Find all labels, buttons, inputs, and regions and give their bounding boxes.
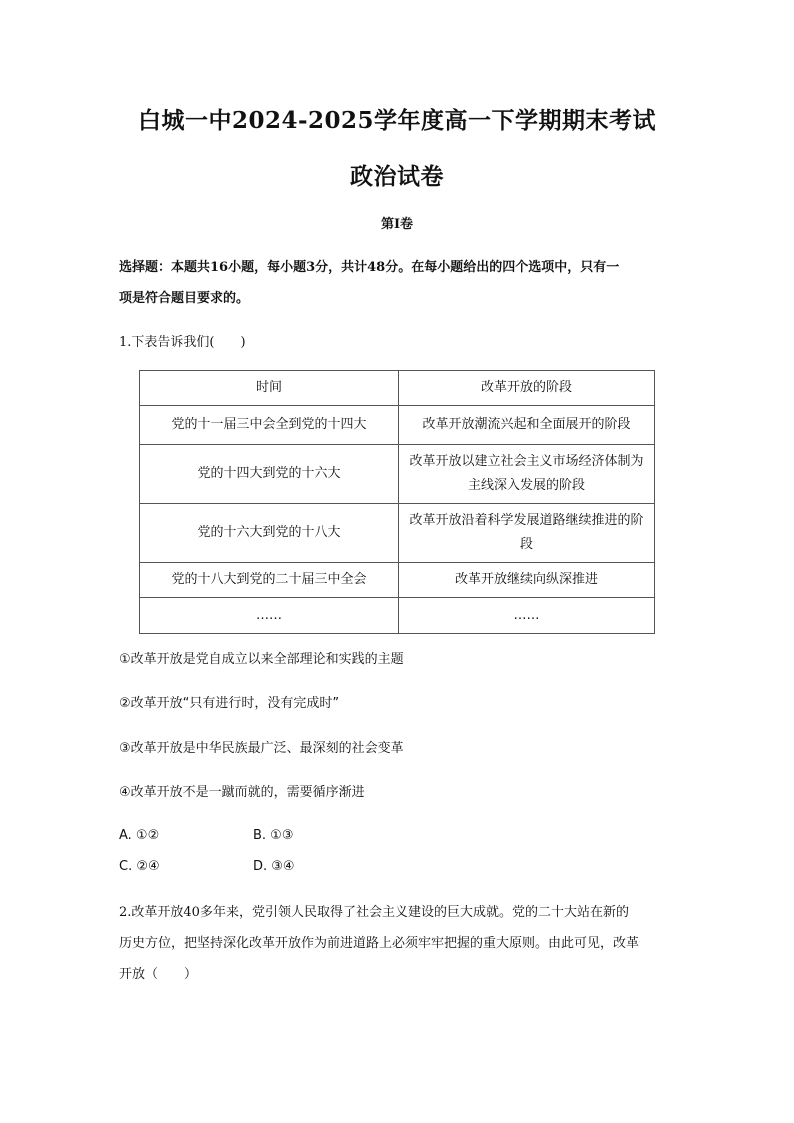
table-cell: 改革开放潮流兴起和全面展开的阶段 <box>399 406 655 445</box>
statement-2: ②改革开放“只有进行时，没有完成时” <box>119 696 340 711</box>
table-cell: 党的十四大到党的十六大 <box>140 445 399 504</box>
statement-3: ③改革开放是中华民族最广泛、最深刻的社会变革 <box>119 741 404 756</box>
table-cell: 党的十一届三中会全到党的十四大 <box>140 406 399 445</box>
exam-title: 白城一中2024-2025学年度高一下学期期末考试 <box>137 107 657 134</box>
instructions-line-2: 项是符合题目要求的。 <box>119 291 250 306</box>
choice-d[interactable]: D. ③④ <box>253 859 295 874</box>
table-header-cell: 改革开放的阶段 <box>399 371 655 406</box>
table-row <box>140 406 655 445</box>
table-cell: 改革开放以建立社会主义市场经济体制为主线深入发展的阶段 <box>399 445 655 504</box>
table-header-row <box>140 371 655 406</box>
volume-label: 第Ⅰ卷 <box>380 217 414 232</box>
question-2-line-2: 历史方位，把坚持深化改革开放作为前进道路上必须牢牢把握的重大原则。由此可见，改革 <box>119 936 640 951</box>
table-cell: 党的十六大到党的十八大 <box>140 504 399 563</box>
table-cell: 党的十八大到党的二十届三中全会 <box>140 563 399 598</box>
exam-subject-title: 政治试卷 <box>350 163 444 190</box>
table-row <box>140 598 655 634</box>
choice-b[interactable]: B. ①③ <box>253 828 294 843</box>
statement-1: ①改革开放是党自成立以来全部理论和实践的主题 <box>119 652 404 667</box>
question-2-line-3: 开放（ ） <box>119 967 198 982</box>
choice-a[interactable]: A. ①② <box>119 828 160 843</box>
table-row <box>140 504 655 563</box>
table-cell: 改革开放继续向纵深推进 <box>399 563 655 598</box>
question-1-table <box>139 370 655 634</box>
question-1-stem: 1.下表告诉我们( ) <box>119 335 246 350</box>
instructions-line-1: 选择题：本题共16小题，每小题3分，共计48分。在每小题给出的四个选项中，只有一 <box>119 260 620 275</box>
table-row <box>140 563 655 598</box>
table-cell: 改革开放沿着科学发展道路继续推进的阶段 <box>399 504 655 563</box>
table-cell: …… <box>399 598 655 634</box>
table-row <box>140 445 655 504</box>
table-cell: …… <box>140 598 399 634</box>
table-header-cell: 时间 <box>140 371 399 406</box>
question-2-line-1: 2.改革开放40多年来，党引领人民取得了社会主义建设的巨大成就。党的二十大站在新的 <box>119 905 629 920</box>
choice-c[interactable]: C. ②④ <box>119 859 160 874</box>
statement-4: ④改革开放不是一蹴而就的，需要循序渐进 <box>119 785 365 800</box>
